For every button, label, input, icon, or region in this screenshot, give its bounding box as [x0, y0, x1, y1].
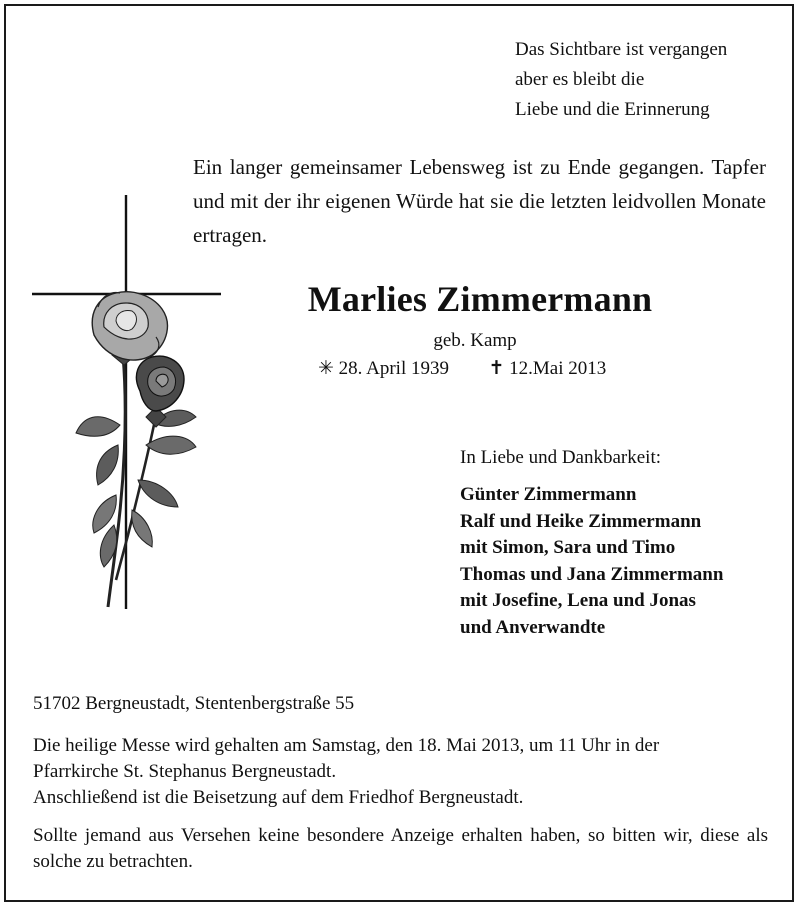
mourner-line: Ralf und Heike Zimmermann — [460, 510, 702, 532]
mourners-list — [460, 482, 723, 641]
closing-notice: Sollte jemand aus Versehen keine besondere Anzeige erhalten haben, so bitten wir, diese als solche zu betrachten. — [33, 825, 768, 872]
mass-announcement — [33, 733, 773, 811]
mourner-line: mit Josefine, Lena und Jonas — [460, 590, 696, 611]
motto — [515, 35, 727, 125]
dedication: In Liebe und Dankbarkeit: — [460, 447, 662, 468]
mourner-line: mit Simon, Sara und Timo — [460, 537, 676, 558]
mass-line: Die heilige Messe wird gehalten am Samstag, den 18. Mai 2013, um 11 Uhr in der — [33, 735, 660, 756]
mass-line: Anschließend ist die Beisetzung auf dem Friedhof Bergneustadt. — [33, 787, 524, 808]
death-date: 12.Mai 2013 — [509, 358, 607, 379]
intro-paragraph: Ein langer gemeinsamer Lebensweg ist zu Ende gegangen. Tapfer und mit der ihr eigenen Würde hat sie die letzten leidvollen Monate ertragen. — [193, 155, 766, 247]
motto-line: Liebe und die Erinnerung — [515, 99, 710, 120]
death-cross-icon: ✝ — [488, 358, 505, 379]
motto-line: Das Sichtbare ist vergangen — [515, 39, 728, 60]
mourner-line: und Anverwandte — [460, 616, 606, 638]
mourner-line: Thomas und Jana Zimmermann — [460, 563, 724, 585]
family-address: 51702 Bergneustadt, Stentenbergstraße 55 — [33, 693, 355, 714]
cross-and-rose-artwork — [28, 195, 228, 615]
birth-star-icon: ✳ — [318, 358, 334, 379]
birth-name: geb. Kamp — [433, 330, 517, 351]
birth-date: 28. April 1939 — [338, 358, 449, 379]
life-dates — [318, 357, 606, 380]
mourner-line: Günter Zimmermann — [460, 484, 637, 505]
motto-line: aber es bleibt die — [515, 69, 645, 90]
deceased-name: Marlies Zimmermann — [307, 279, 653, 319]
rose-icon — [76, 292, 196, 607]
mass-line: Pfarrkirche St. Stephanus Bergneustadt. — [33, 761, 337, 782]
